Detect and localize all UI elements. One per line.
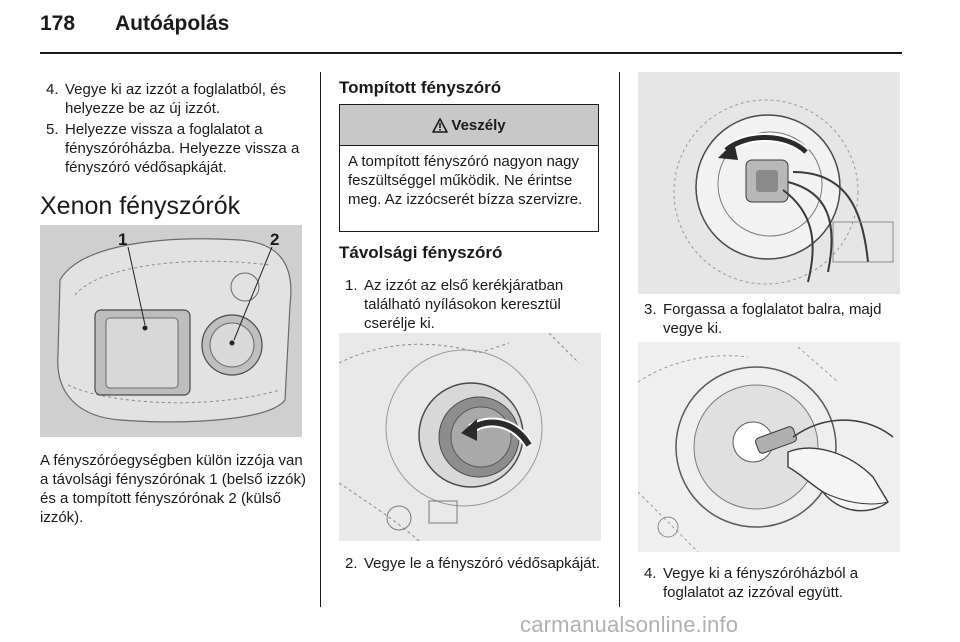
- figure-label-1: 1: [118, 230, 128, 249]
- step-3-right: 3. Forgassa a foglalatot balra, majd vegye ki.: [644, 301, 882, 337]
- socket-rotate-illustration: [638, 72, 900, 294]
- cap-removal-illustration: [339, 333, 601, 541]
- danger-warning-header: [340, 105, 598, 146]
- step-2-middle: 2. Vegye le a fényszóró védősapkáját.: [345, 555, 600, 572]
- headlamp-unit-illustration: [40, 225, 302, 437]
- header-rule: [40, 52, 902, 54]
- low-beam-title: Tompított fényszóró: [339, 78, 502, 97]
- column-divider-2: [619, 72, 620, 607]
- step-4-right: 4. Vegye ki a fényszóróházból a foglalatot az izzóval együtt.: [644, 565, 859, 601]
- bulb-removal-illustration: [638, 342, 900, 552]
- column-divider-1: [320, 72, 321, 607]
- danger-warning-box: [339, 104, 599, 232]
- step-4-left: 4. Vegye ki az izzót a foglalatból, és helyezze be az új izzót.: [46, 81, 286, 117]
- danger-warning-text: A tompított fényszóró nagyon nagy feszültséggel működik. Ne érintse meg. Az izzócserét bízza szervizre.: [348, 153, 583, 208]
- page-number: 178: [40, 12, 76, 35]
- section-title-xenon: Xenon fényszórók: [40, 192, 241, 220]
- warning-triangle-icon: [432, 118, 448, 133]
- high-beam-title: Távolsági fényszóró: [339, 243, 503, 262]
- step-1-middle: 1. Az izzót az első kerékjáratban található nyílásokon keresztül cserélje ki.: [345, 277, 564, 332]
- figure-label-2: 2: [270, 230, 280, 249]
- page-heading: Autóápolás: [115, 12, 230, 35]
- step-5-left: 5. Helyezze vissza a foglalatot a fényszóróházba. Helyezze vissza a fényszóró védősapkáját.: [46, 121, 300, 176]
- danger-warning-title: Veszély: [451, 116, 506, 134]
- watermark: carmanualsonline.info: [520, 612, 739, 637]
- xenon-caption: A fényszóróegységben külön izzója van a távolsági fényszórónak 1 (belső izzók) és a tompított fényszórónak 2 (külső izzók).: [40, 452, 306, 526]
